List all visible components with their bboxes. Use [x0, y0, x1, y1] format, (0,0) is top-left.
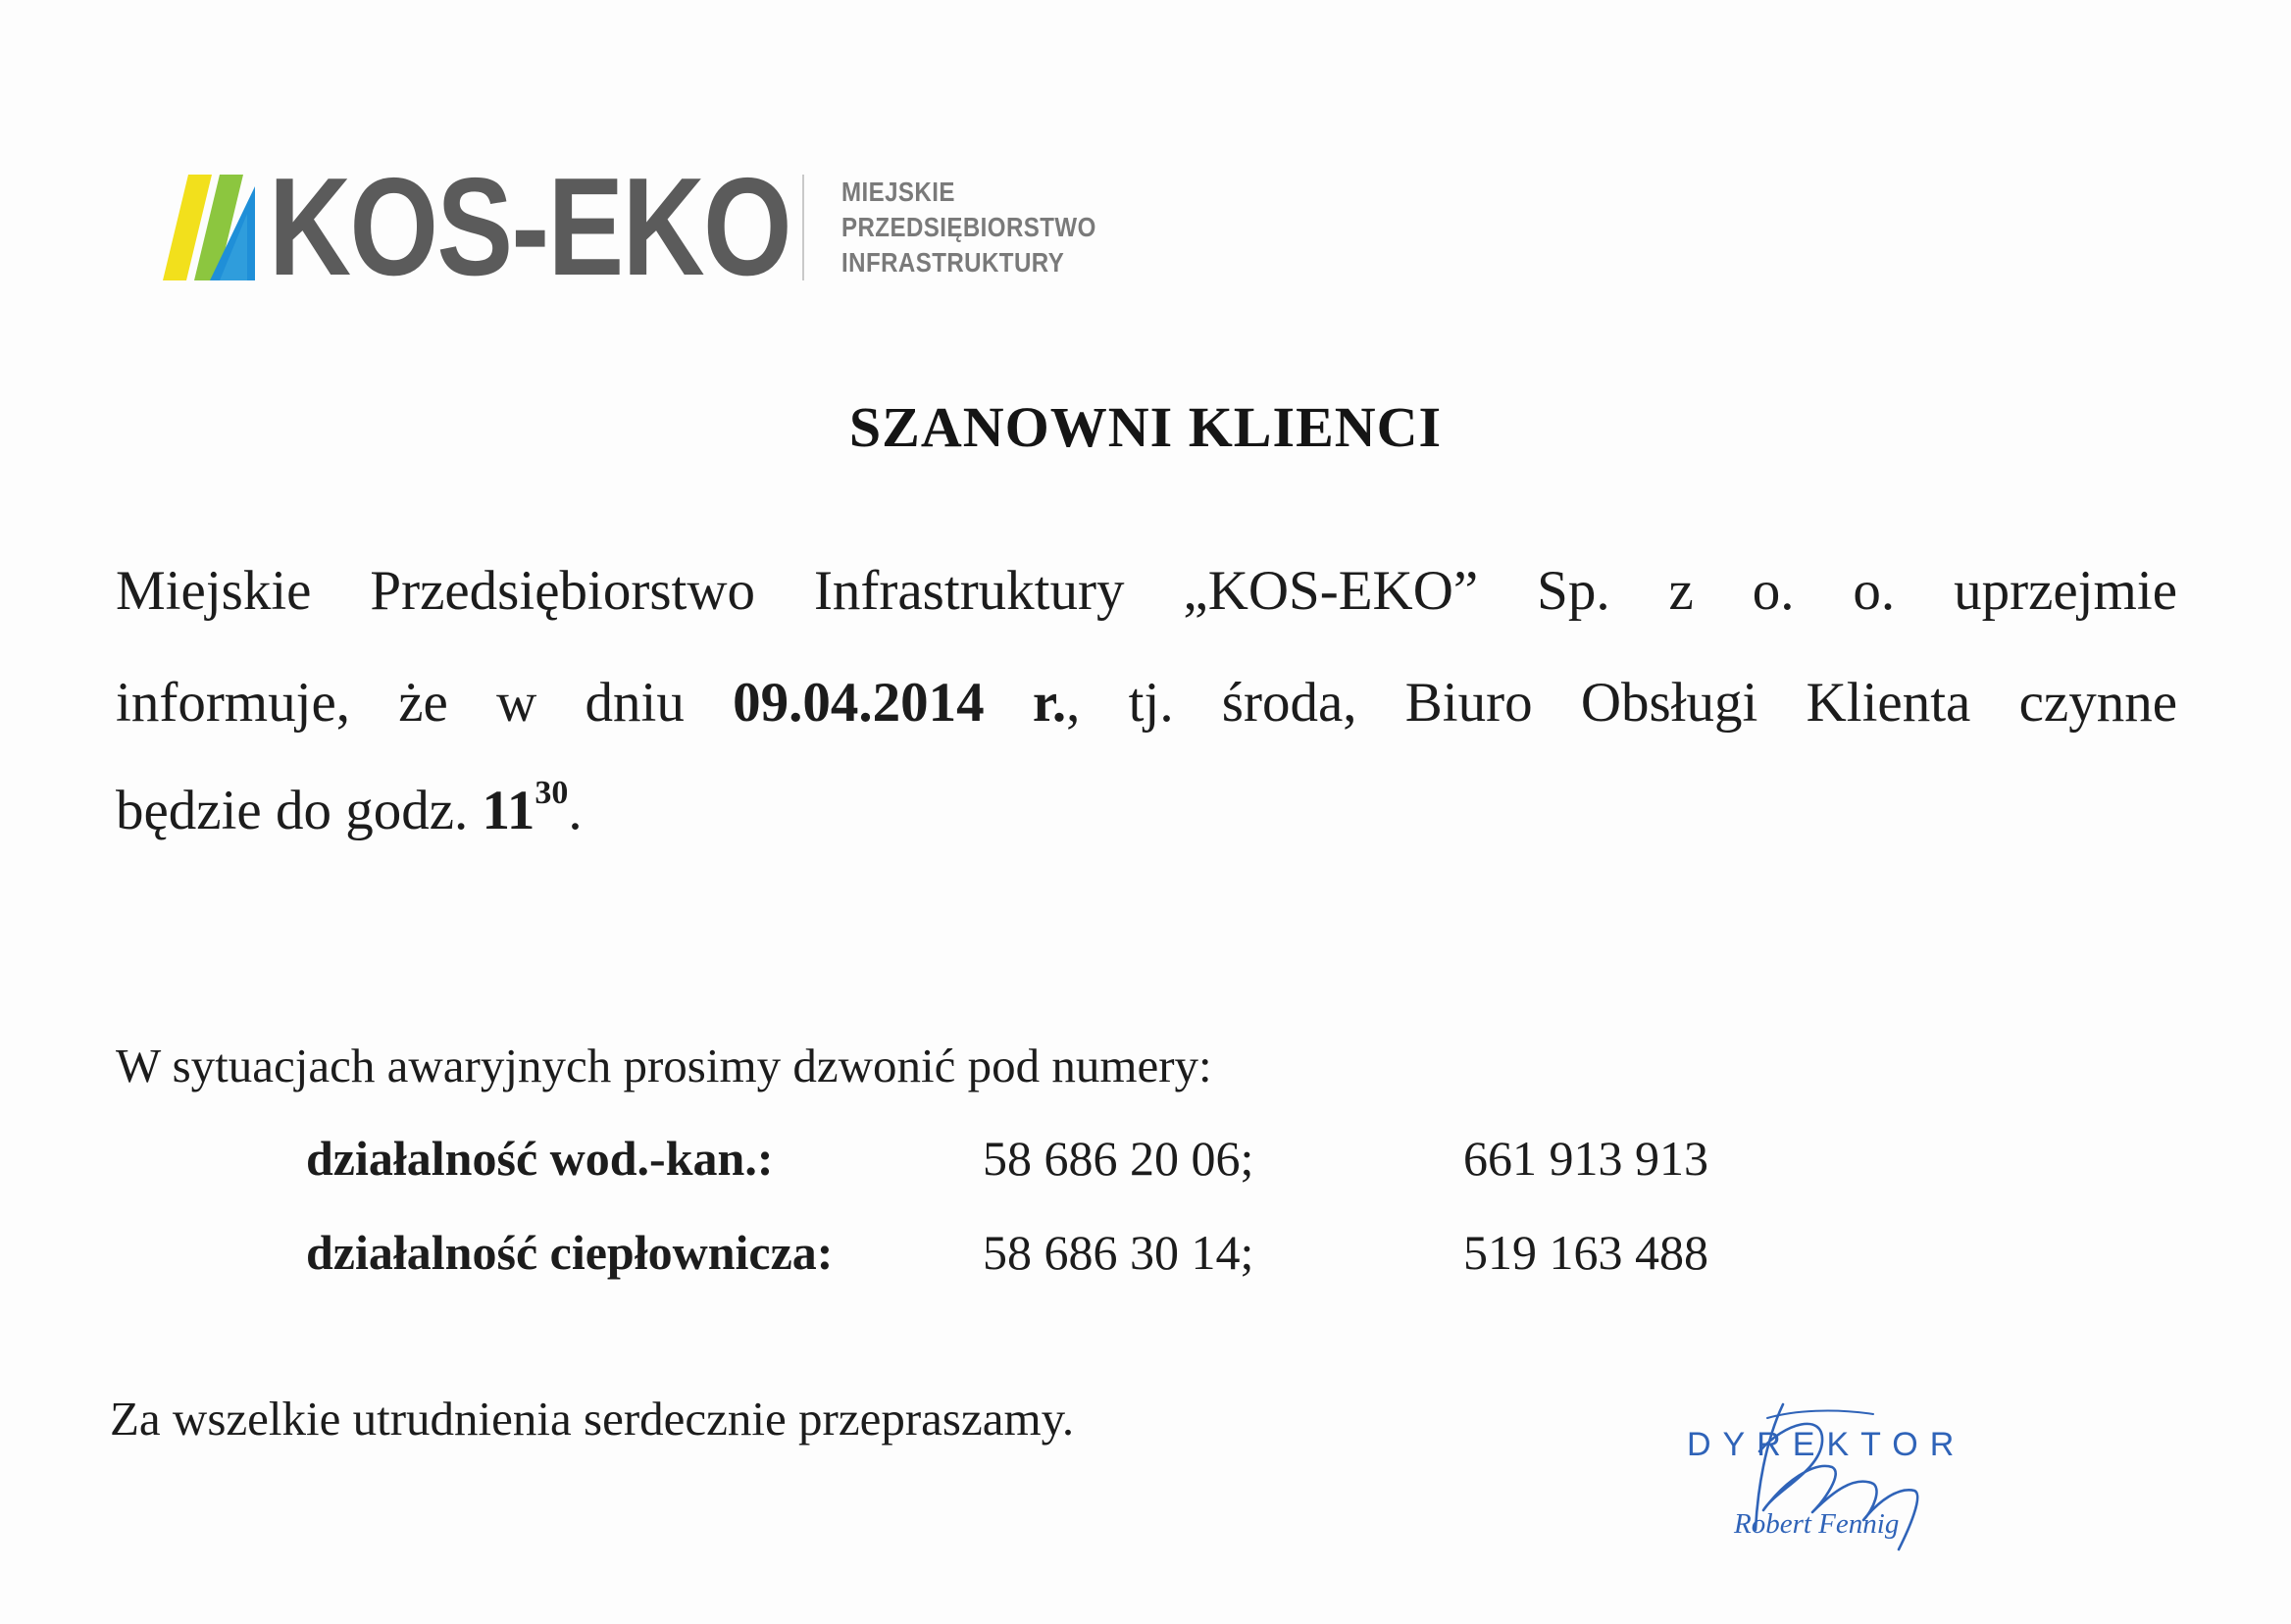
logo-divider [802, 175, 804, 280]
phone-number: 58 686 30 14; [983, 1225, 1254, 1280]
phone-number: 58 686 20 06; [983, 1131, 1254, 1186]
phone-row-label: działalność wod.-kan.: [306, 1131, 774, 1186]
phone-number: 519 163 488 [1463, 1225, 1708, 1280]
notice-date: 09.04.2014 r. [733, 672, 1067, 734]
notice-line-2 [116, 672, 2177, 734]
closing-text: Za wszelkie utrudnienia serdecznie przepraszamy. [110, 1392, 1075, 1446]
logo-wordmark: KOS-EKO [269, 149, 790, 305]
handwritten-signature [1706, 1383, 1961, 1559]
page-title: SZANOWNI KLIENCI [848, 395, 1443, 459]
logo-subtitle-line: PRZEDSIĘBIORSTWO [841, 212, 1096, 242]
notice-line-3 [116, 775, 2177, 841]
phone-number: 661 913 913 [1463, 1131, 1708, 1186]
notice-text: . [568, 780, 583, 841]
notice-line-1: Miejskie Przedsiębiorstwo Infrastruktury „KOS-EKO” Sp. z o. o. uprzejmie [116, 560, 2177, 622]
stamp-title: DYREKTOR [1687, 1426, 1966, 1463]
notice-time-minutes: 30 [535, 775, 569, 811]
logo-subtitle [841, 175, 1096, 280]
stamp-name: Robert Fennig [1734, 1508, 1900, 1540]
company-logo [149, 149, 790, 305]
notice-text: będzie do godz. [116, 780, 469, 841]
logo-subtitle-line: MIEJSKIE [841, 177, 955, 207]
notice-text: informuje, że w dniu [116, 672, 685, 734]
emergency-intro: W sytuacjach awaryjnych prosimy dzwonić pod numery: [116, 1039, 1212, 1092]
director-stamp [1667, 1383, 2020, 1559]
notice-time-hour: 11 [482, 780, 535, 841]
logo-subtitle-line: INFRASTRUKTURY [841, 247, 1065, 278]
notice-text: , tj. środa, Biuro Obsługi Klienta czynne [1066, 672, 2177, 734]
diagonal-stripes-logo-icon [149, 175, 255, 280]
phone-row-label: działalność ciepłownicza: [306, 1225, 834, 1280]
